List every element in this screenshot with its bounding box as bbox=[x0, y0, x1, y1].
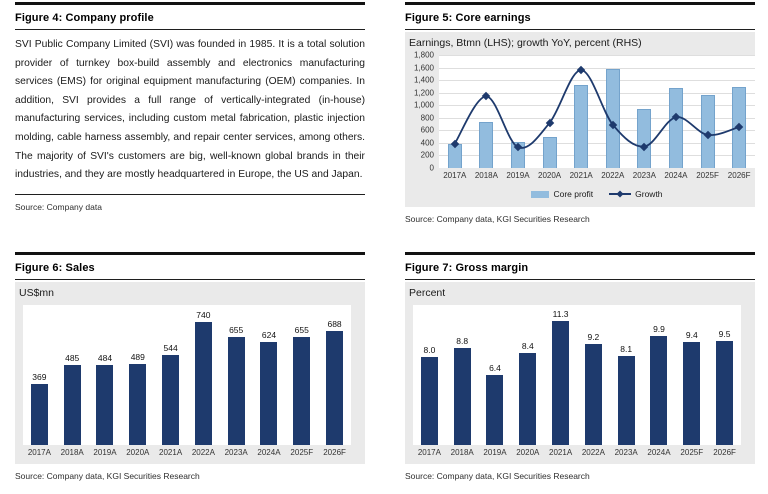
gross-margin-bar bbox=[618, 356, 635, 445]
x-axis-label: 2020A bbox=[126, 448, 150, 457]
core-earnings-bar bbox=[479, 122, 493, 168]
x-axis bbox=[23, 448, 351, 457]
bar-label: 9.9 bbox=[653, 324, 665, 335]
bar-label: 9.2 bbox=[587, 332, 600, 342]
x-axis-label: 2018A bbox=[474, 171, 498, 180]
legend-item-growth bbox=[609, 189, 662, 199]
left-axis bbox=[405, 50, 439, 173]
figure6-title: Figure 6: Sales bbox=[15, 262, 95, 274]
left-axis-tick: 1,200 bbox=[413, 88, 434, 98]
bar-slot bbox=[479, 305, 512, 445]
x-axis-label: 2020A bbox=[538, 171, 562, 180]
bar-label: 489 bbox=[130, 352, 145, 362]
x-axis-label: 2018A bbox=[60, 448, 84, 457]
gross-margin-bar bbox=[716, 341, 733, 445]
bars-row bbox=[23, 305, 351, 445]
x-axis-label: 2024A bbox=[664, 171, 688, 180]
gross-margin-bar bbox=[519, 353, 536, 445]
footer-rule bbox=[15, 194, 365, 195]
bar-slot bbox=[597, 55, 629, 168]
bar-slot bbox=[610, 305, 643, 445]
figure4-source: Source: Company data bbox=[15, 201, 102, 212]
x-axis-label: 2021A bbox=[549, 448, 573, 457]
plot-wrap bbox=[439, 55, 755, 200]
bar-slot bbox=[675, 305, 708, 445]
x-axis-label: 2017A bbox=[443, 171, 467, 180]
figure7-source: Source: Company data, KGI Securities Research bbox=[405, 471, 590, 481]
bar-label: 369 bbox=[32, 371, 47, 382]
bar-slot bbox=[318, 305, 351, 445]
bar-label: 484 bbox=[97, 352, 113, 363]
bar-label: 8.8 bbox=[456, 336, 469, 347]
x-axis-label: 2021A bbox=[569, 171, 593, 180]
bar-slot bbox=[511, 305, 544, 445]
chart-legend bbox=[439, 188, 755, 200]
core-earnings-bar bbox=[574, 85, 588, 169]
x-axis-label: 2022A bbox=[601, 171, 625, 180]
bar-slot bbox=[544, 305, 577, 445]
legend-label: Growth bbox=[635, 189, 663, 199]
core-earnings-bar bbox=[606, 69, 620, 168]
gross-margin-bar bbox=[650, 336, 667, 445]
x-axis-label: 2019A bbox=[506, 171, 530, 180]
sales-chart bbox=[15, 282, 365, 464]
figure4-panel bbox=[15, 2, 365, 212]
gross-margin-chart bbox=[405, 282, 755, 464]
figure6-source: Source: Company data, KGI Securities Research bbox=[15, 471, 200, 481]
x-axis-label: 2018A bbox=[450, 448, 474, 457]
sales-bar bbox=[31, 384, 48, 445]
sales-bar bbox=[326, 331, 343, 445]
title-rule bbox=[405, 29, 755, 30]
x-axis-label: 2024A bbox=[257, 448, 281, 457]
legend-diamond bbox=[617, 190, 624, 197]
bar-slot bbox=[723, 55, 755, 168]
sales-bar bbox=[228, 337, 245, 446]
bar-slot bbox=[413, 305, 446, 445]
chart-subtitle: Earnings, Btmn (LHS); growth YoY, percent (RHS) bbox=[409, 37, 642, 49]
x-axis-label: 2023A bbox=[224, 448, 248, 457]
bar-slot bbox=[220, 305, 253, 445]
bar-label: 740 bbox=[196, 310, 211, 321]
bar-label: 8.4 bbox=[521, 340, 534, 351]
legend-line-swatch bbox=[609, 191, 631, 198]
panel-top-rule bbox=[15, 2, 365, 5]
figure5-title: Figure 5: Core earnings bbox=[405, 12, 531, 24]
bar-label: 655 bbox=[294, 324, 309, 335]
left-axis-tick: 0 bbox=[429, 163, 434, 173]
x-axis-label: 2025F bbox=[680, 448, 704, 457]
plot-area bbox=[413, 305, 741, 445]
panel-top-rule bbox=[405, 2, 755, 5]
gross-margin-bar bbox=[421, 357, 438, 445]
bar-slot bbox=[154, 305, 187, 445]
x-axis-label: 2026F bbox=[713, 448, 736, 457]
gross-margin-bar bbox=[585, 344, 602, 445]
sales-bar bbox=[260, 342, 277, 445]
bars-row bbox=[413, 305, 741, 445]
left-axis-tick: 1,400 bbox=[413, 75, 434, 85]
bar-slot bbox=[23, 305, 56, 445]
x-axis-label: 2025F bbox=[696, 171, 719, 180]
bar-label: 624 bbox=[261, 329, 277, 340]
bar-slot bbox=[446, 305, 479, 445]
chart-subtitle: Percent bbox=[409, 287, 446, 299]
left-axis-tick: 400 bbox=[420, 138, 434, 148]
figure7-panel bbox=[405, 252, 755, 481]
x-axis-label: 2022A bbox=[581, 448, 605, 457]
legend-label: Core profit bbox=[553, 189, 594, 199]
title-rule bbox=[405, 279, 755, 280]
left-axis-tick: 1,600 bbox=[413, 63, 434, 73]
left-axis-tick: 800 bbox=[420, 113, 434, 123]
x-axis-label: 2023A bbox=[614, 448, 638, 457]
gross-margin-bar bbox=[552, 321, 569, 445]
x-axis-label: 2025F bbox=[290, 448, 314, 457]
legend-item-core-profit bbox=[531, 189, 593, 199]
gross-margin-bar bbox=[683, 342, 700, 445]
bar-label: 8.1 bbox=[620, 344, 633, 355]
x-axis bbox=[413, 448, 741, 457]
panel-top-rule bbox=[15, 252, 365, 255]
bar-slot bbox=[253, 305, 286, 445]
x-axis-label: 2019A bbox=[93, 448, 117, 457]
core-earnings-bar bbox=[637, 109, 651, 168]
figure5-source: Source: Company data, KGI Securities Research bbox=[405, 214, 590, 224]
title-rule bbox=[15, 29, 365, 30]
bar-label: 9.5 bbox=[718, 328, 731, 339]
sales-bar bbox=[293, 337, 310, 446]
figure6-panel bbox=[15, 252, 365, 481]
bar-slot bbox=[577, 305, 610, 445]
chart-body bbox=[405, 50, 755, 200]
x-axis bbox=[439, 171, 755, 180]
company-profile-text: SVI Public Company Limited (SVI) was founded in 1985. It is a total solution provider of turnkey box-build assembly and electronics manufacturing services (EMS) for original equipment manufacturing (OEM) companies. In addition, SVI provides a full range of vertically-integrated (in-house) manufacturing services, including custom metal fabrication, plastic injection molding, cable harness assembly, and repair center services, among others. The majority of SVI's customers are big, well-known global brands in their industries, and they are mostly headquartered in Europe, the US and Japan. bbox=[15, 39, 365, 181]
figure5-panel bbox=[405, 2, 755, 224]
plot-area bbox=[439, 55, 755, 168]
x-axis-label: 2020A bbox=[516, 448, 540, 457]
bar-slot bbox=[692, 55, 724, 168]
x-axis-label: 2022A bbox=[191, 448, 215, 457]
bar-label: 544 bbox=[163, 342, 178, 353]
gross-margin-bar bbox=[454, 348, 471, 445]
x-axis-label: 2021A bbox=[159, 448, 183, 457]
x-axis-label: 2017A bbox=[27, 448, 51, 457]
panel-top-rule bbox=[405, 252, 755, 255]
core-earnings-chart bbox=[405, 32, 755, 207]
bar-slot bbox=[708, 305, 741, 445]
bar-label: 688 bbox=[327, 319, 342, 329]
x-axis-label: 2026F bbox=[727, 171, 751, 180]
bar-slot bbox=[56, 305, 89, 445]
bar-slot bbox=[285, 305, 318, 445]
bar-slot bbox=[187, 305, 220, 445]
bar-slot bbox=[660, 55, 692, 168]
x-axis-label: 2024A bbox=[647, 448, 671, 457]
left-axis-tick: 600 bbox=[420, 125, 434, 135]
bar-slot bbox=[471, 55, 503, 168]
sales-bar bbox=[162, 355, 179, 445]
left-axis-tick: 200 bbox=[420, 150, 434, 160]
x-axis-label: 2019A bbox=[483, 448, 507, 457]
sales-bar bbox=[96, 365, 113, 445]
bar-slot bbox=[89, 305, 122, 445]
x-axis-label: 2026F bbox=[323, 448, 346, 457]
gross-margin-bar bbox=[486, 375, 503, 445]
bar-slot bbox=[439, 55, 471, 168]
bar-slot bbox=[121, 305, 154, 445]
left-axis-tick: 1,000 bbox=[413, 100, 434, 110]
bar-label: 8.0 bbox=[423, 345, 436, 356]
sales-bar bbox=[195, 322, 212, 445]
bar-label: 655 bbox=[229, 324, 244, 335]
bar-slot bbox=[629, 55, 661, 168]
bar-slot bbox=[534, 55, 566, 168]
bar-label: 9.4 bbox=[685, 329, 698, 340]
x-axis-label: 2017A bbox=[417, 448, 441, 457]
plot-area bbox=[23, 305, 351, 445]
bar-label: 485 bbox=[65, 352, 80, 363]
bar-label: 6.4 bbox=[489, 362, 501, 373]
chart-subtitle: US$mn bbox=[19, 287, 55, 299]
figure4-title: Figure 4: Company profile bbox=[15, 12, 154, 24]
title-rule bbox=[15, 279, 365, 280]
x-axis-label: 2023A bbox=[632, 171, 656, 180]
bar-slot bbox=[643, 305, 676, 445]
legend-bar-swatch bbox=[531, 191, 549, 198]
sales-bar bbox=[129, 364, 146, 445]
sales-bar bbox=[64, 365, 81, 445]
core-earnings-bar bbox=[669, 88, 683, 168]
figure7-title: Figure 7: Gross margin bbox=[405, 262, 529, 274]
core-earnings-bar bbox=[543, 137, 557, 168]
left-axis-tick: 1,800 bbox=[413, 50, 434, 60]
bar-label: 11.3 bbox=[552, 308, 569, 319]
bars-row bbox=[439, 55, 755, 168]
